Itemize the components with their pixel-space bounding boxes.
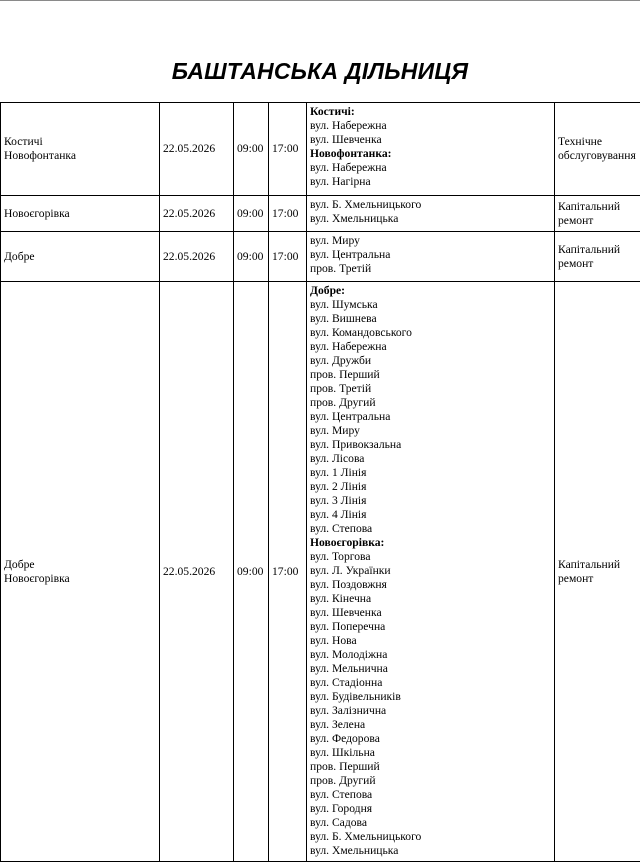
outage-schedule-table [0,102,640,862]
street-name: пров. Другий [310,396,376,409]
start-time-cell: 09:00 [234,196,269,232]
street-name: вул. Б. Хмельницького [310,198,422,211]
table-row [1,232,640,282]
street-name: вул. Набережна [310,119,387,132]
streets-cell [307,282,555,862]
street-name: вул. Привокзальна [310,438,402,451]
settlement-name: Новофонтанка [4,149,77,162]
start-time-cell: 09:00 [234,103,269,196]
table-row [1,282,640,862]
street-name: вул. Набережна [310,340,387,353]
street-name: вул. Набережна [310,161,387,174]
street-name: вул. Б. Хмельницького [310,830,422,843]
work-type-cell [555,196,640,232]
settlement-cell [1,232,160,282]
street-name: вул. Торгова [310,550,371,563]
street-name: вул. 1 Лінія [310,466,367,479]
street-name: вул. Степова [310,788,373,801]
street-name: вул. Нагірна [310,175,371,188]
page-title: БАШТАНСЬКА ДІЛЬНИЦЯ [171,58,469,84]
end-time-cell: 17:00 [269,282,307,862]
street-name: пров. Третій [310,262,372,275]
settlement-name: Новоєгорівка [4,571,70,585]
street-name: вул. Центральна [310,248,391,261]
street-name: вул. Командовського [310,326,412,339]
settlement-name: Костичі [4,135,43,148]
street-name: вул. Городня [310,802,373,815]
street-name: вул. Вишнева [310,312,377,325]
street-name: пров. Перший [310,760,380,773]
street-name: пров. Перший [310,368,380,381]
end-time-cell: 17:00 [269,103,307,196]
street-name: вул. Молодіжна [310,648,388,661]
street-name: вул. Будівельників [310,690,401,703]
street-name: вул. 3 Лінія [310,494,367,507]
streets-cell [307,196,555,232]
table-row [1,103,640,196]
street-name: вул. Миру [310,424,360,437]
start-time-cell: 09:00 [234,232,269,282]
street-name: вул. 4 Лінія [310,508,367,521]
work-type-text: ремонт [558,213,594,227]
work-type-text: Капітальний [558,242,621,256]
street-name: вул. Миру [310,234,360,247]
end-time-cell: 17:00 [269,196,307,232]
date-cell: 22.05.2026 [160,196,234,232]
street-name: вул. Хмельницька [310,844,399,857]
streets-cell [307,232,555,282]
street-name: вул. Нова [310,634,357,647]
work-type-text: ремонт [558,571,594,585]
work-type-cell [555,282,640,862]
work-type-text: обслуговування [558,149,636,162]
street-name: вул. Хмельницька [310,212,399,225]
settlement-name: Новоєгорівка [4,206,70,220]
street-name: вул. Центральна [310,410,391,423]
date-cell: 22.05.2026 [160,103,234,196]
street-name: вул. Дружби [310,354,372,367]
street-name: вул. Стадіонна [310,676,383,689]
street-name: вул. Залізнична [310,704,387,717]
date-cell: 22.05.2026 [160,232,234,282]
settlement-cell [1,282,160,862]
table-row [1,196,640,232]
street-name: вул. Шумська [310,298,378,311]
street-group-heading: Новофонтанка: [310,147,392,160]
street-name: вул. Мельнична [310,662,388,675]
work-type-text: Капітальний [558,199,621,213]
streets-cell [307,103,555,196]
street-name: вул. Поздовжня [310,578,387,591]
date-cell: 22.05.2026 [160,282,234,862]
top-border-line [0,0,640,1]
street-name: вул. Шкільна [310,746,375,759]
street-name: пров. Другий [310,774,376,787]
settlement-name: Добре [4,557,35,571]
street-name: вул. Кінечна [310,592,372,605]
street-name: вул. Шевченка [310,606,382,619]
street-name: вул. Степова [310,522,373,535]
end-time-cell: 17:00 [269,232,307,282]
street-name: вул. Садова [310,816,367,829]
work-type-text: Технічне [558,135,603,148]
street-name: вул. Поперечна [310,620,386,633]
street-group-heading: Новоєгорівка: [310,536,385,549]
street-name: вул. Шевченка [310,133,382,146]
work-type-text: Капітальний [558,557,621,571]
street-name: вул. 2 Лінія [310,480,367,493]
street-name: вул. Лісова [310,452,365,465]
settlement-cell [1,103,160,196]
street-group-heading: Костичі: [310,105,355,118]
work-type-text: ремонт [558,256,594,270]
street-name: вул. Зелена [310,718,366,731]
start-time-cell: 09:00 [234,282,269,862]
street-name: вул. Федорова [310,732,380,745]
work-type-cell [555,232,640,282]
street-group-heading: Добре: [310,284,346,297]
street-name: вул. Л. Українки [310,564,391,577]
settlement-name: Добре [4,249,35,263]
street-name: пров. Третій [310,382,372,395]
settlement-cell [1,196,160,232]
work-type-cell [555,103,640,196]
